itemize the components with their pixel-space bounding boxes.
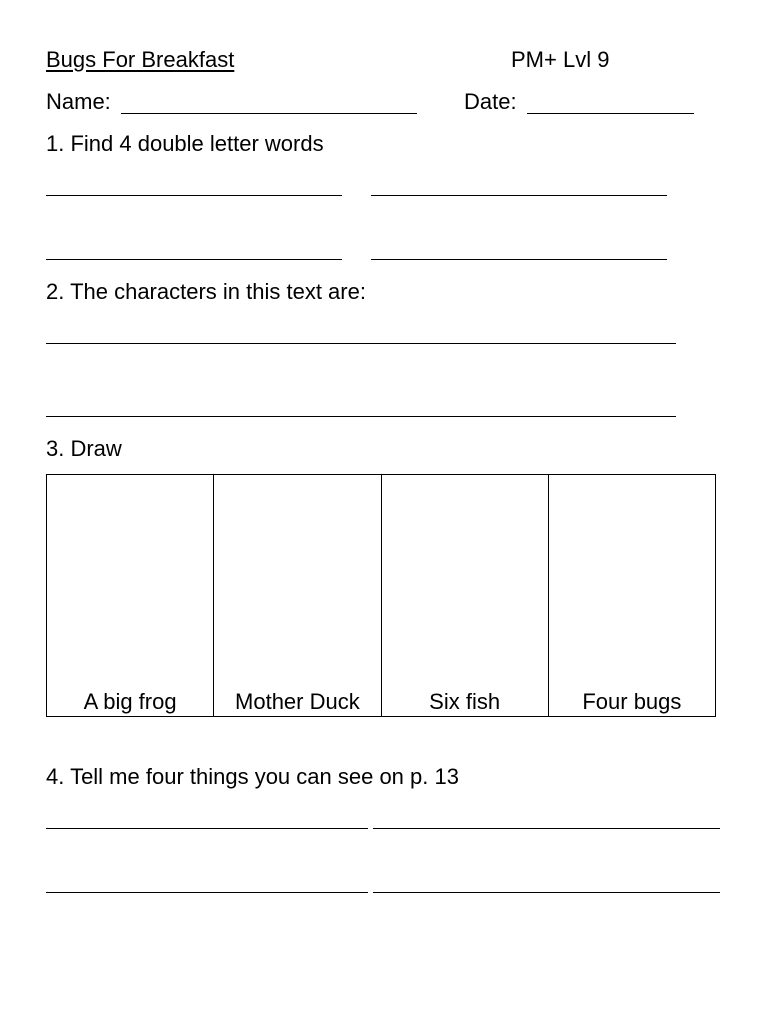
question-4: 4. Tell me four things you can see on p. 13 <box>46 764 459 789</box>
draw-box-label: Six fish <box>429 689 501 714</box>
answer-line[interactable] <box>373 828 720 829</box>
draw-box-label: Mother Duck <box>235 689 360 714</box>
answer-line[interactable] <box>46 195 342 196</box>
answer-line[interactable] <box>371 259 667 260</box>
answer-line[interactable] <box>46 892 368 893</box>
name-answer-line[interactable] <box>121 113 417 114</box>
answer-line[interactable] <box>46 416 676 417</box>
answer-line[interactable] <box>46 828 368 829</box>
draw-box-label: A big frog <box>83 689 177 714</box>
question-2: 2. The characters in this text are: <box>46 279 366 304</box>
draw-box-label: Four bugs <box>582 689 682 714</box>
question-1: 1. Find 4 double letter words <box>46 131 324 156</box>
draw-box[interactable] <box>381 475 548 716</box>
draw-box[interactable] <box>47 475 213 716</box>
answer-line[interactable] <box>371 195 667 196</box>
question-3: 3. Draw <box>46 436 122 461</box>
answer-line[interactable] <box>46 259 342 260</box>
reading-level: PM+ Lvl 9 <box>511 47 610 72</box>
draw-table <box>46 474 716 717</box>
answer-line[interactable] <box>46 343 676 344</box>
answer-line[interactable] <box>373 892 720 893</box>
draw-box[interactable] <box>213 475 380 716</box>
date-label: Date: <box>464 89 517 114</box>
worksheet-title: Bugs For Breakfast <box>46 47 235 72</box>
draw-box[interactable] <box>548 475 715 716</box>
name-label: Name: <box>46 89 111 114</box>
date-answer-line[interactable] <box>527 113 694 114</box>
